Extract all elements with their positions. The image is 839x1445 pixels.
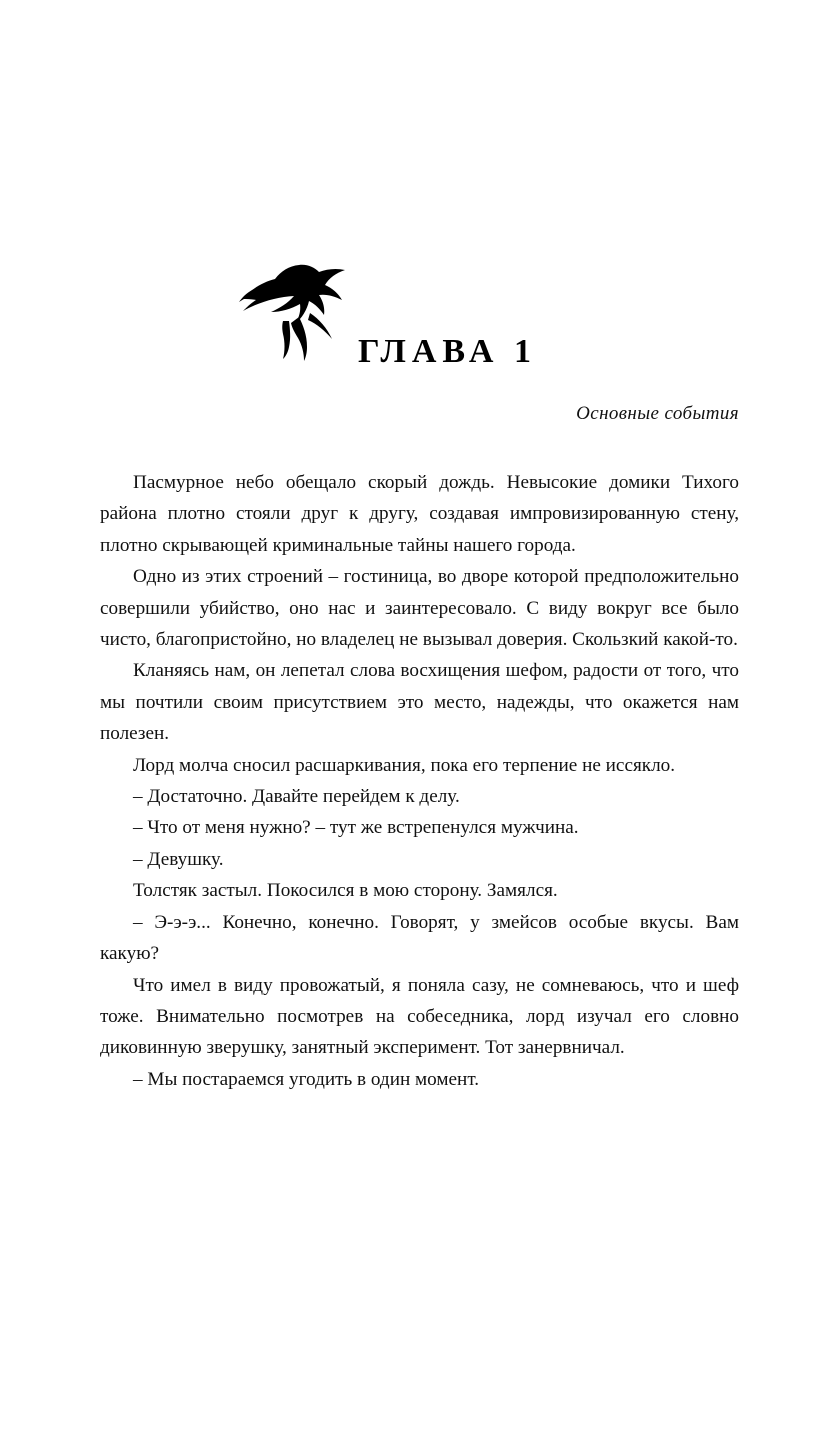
chapter-header [100,255,739,485]
dialogue-line: – Достаточно. Давайте перейдем к делу. [133,786,460,808]
book-page [0,255,839,1445]
dialogue-line: – Что от меня нужно? – тут же встрепенулся мужчина. [133,817,579,839]
paragraph: Толстяк застыл. Покосился в мою сторону. Замялся. [133,880,558,902]
dialogue-line: – Девушку. [133,848,224,870]
paragraph: – Э-э-э... Конечно, конечно. Говорят, у змейсов особые вкусы. Вам какую? [100,911,739,965]
body-text [100,467,739,1095]
paragraph: Что имел в виду провожатый, я поняла сазу, не сомневаюсь, что и шеф тоже. Внимательно посмотрев на собеседника, лорд изучал его словно диковинную зверушку, занятный эксперимент. Тот занервничал. [100,974,739,1059]
dialogue-line: – Мы постараемся угодить в один момент. [133,1068,480,1090]
paragraph: Пасмурное небо обещало скорый дождь. Невысокие домики Тихого района плотно стояли друг к другу, создавая импровизированную стену, плотно скрывающей криминальные тайны нашего города. [100,472,739,556]
chapter-subtitle: Основные события [576,403,739,424]
paragraph: Кланяясь нам, он лепетал слова восхищения шефом, радости от того, что мы почтили своим присутствием это место, надежды, что окажется нам полезен. [100,660,739,745]
paragraph: Лорд молча сносил расшаркивания, пока его терпение не иссякло. [133,754,676,776]
paragraph: Одно из этих строений – гостиница, во дворе которой предположительно совершили убийство, оно нас и заинтересовало. С виду вокруг все было чисто, благопристойно, но владелец не вызывал доверия. Скользкий какой-то. [100,566,739,651]
raven-icon [237,255,367,365]
page-title: ГЛАВА 1 [358,333,537,370]
